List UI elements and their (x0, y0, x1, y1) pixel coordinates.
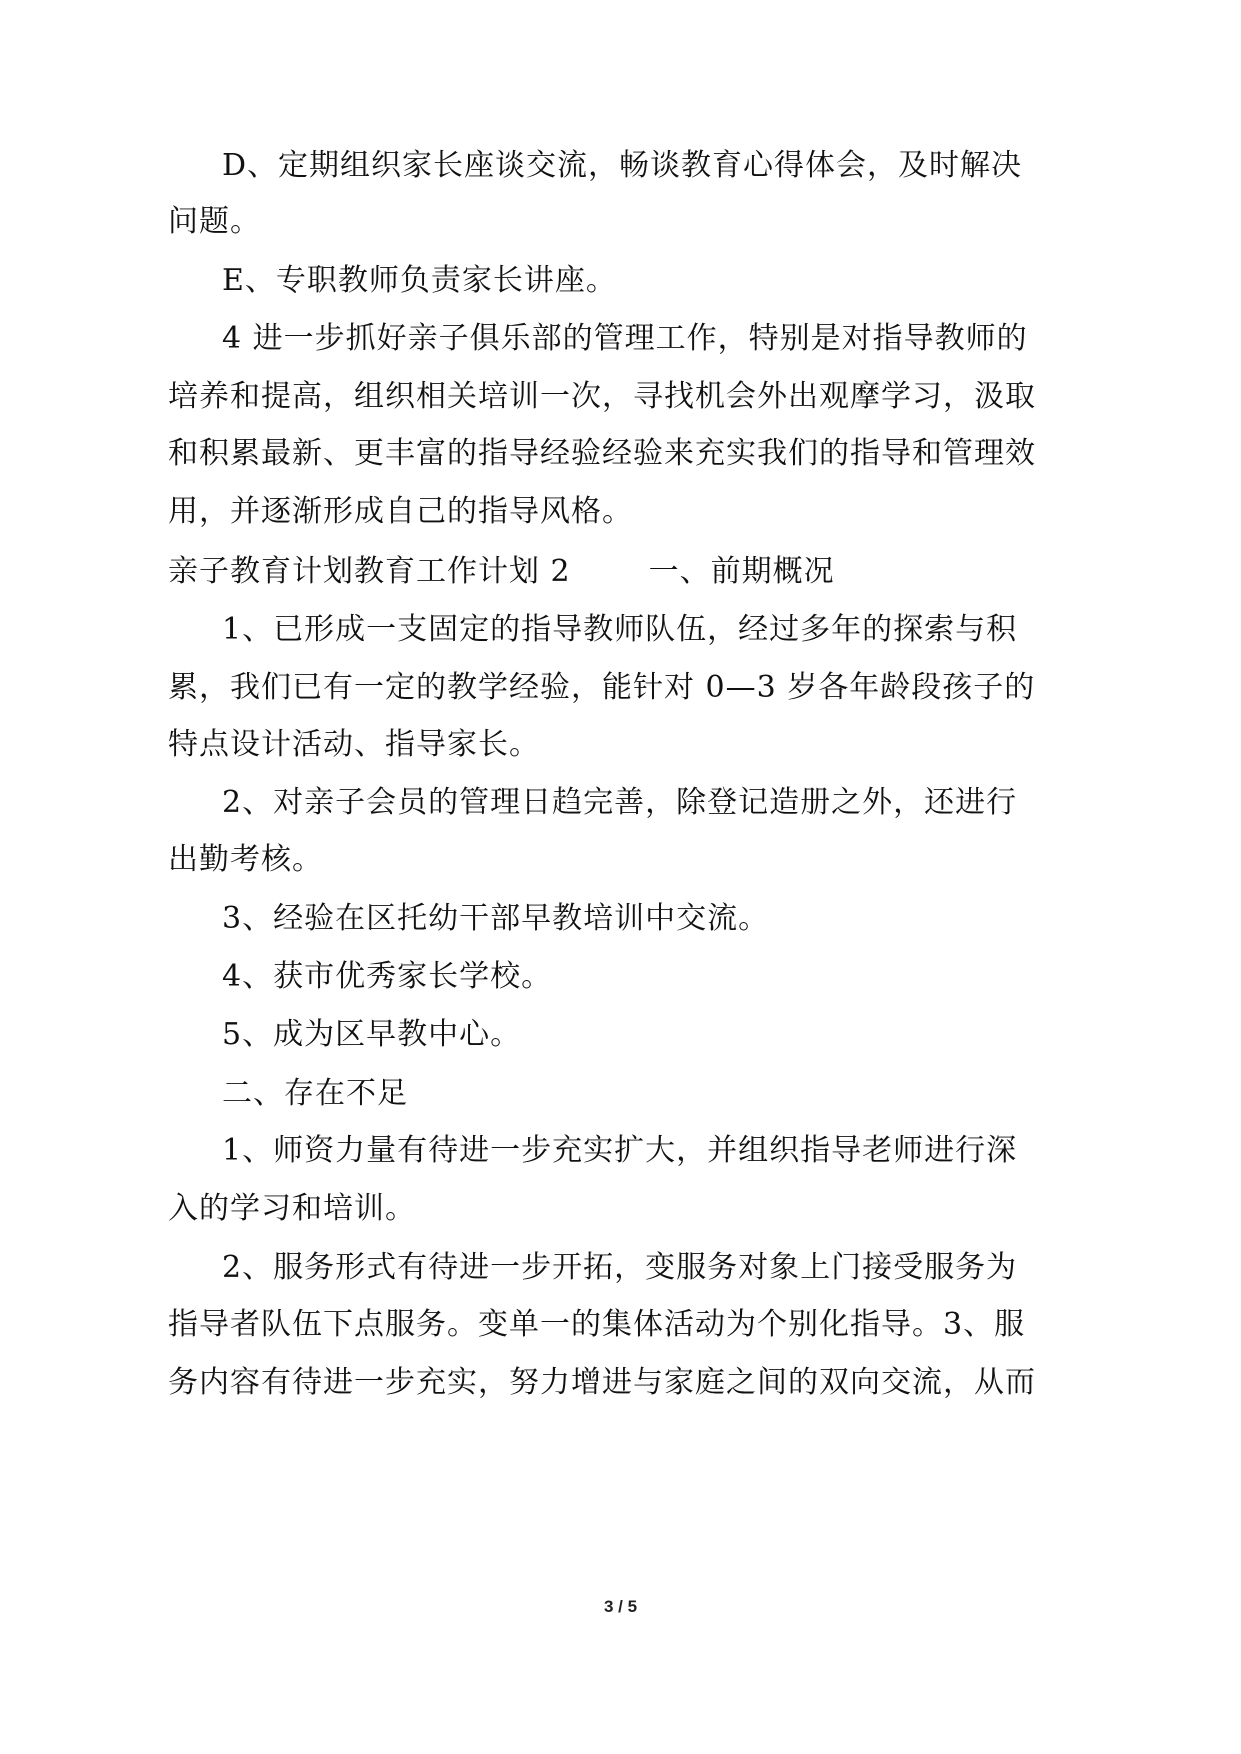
text-line: 2、对亲子会员的管理日趋完善，除登记造册之外，还进行 (222, 785, 1018, 820)
text-line: E、专职教师负责家长讲座。 (222, 263, 617, 298)
text-line: 特点设计活动、指导家长。 (168, 727, 540, 762)
text-line: 5、成为区早教中心。 (222, 1017, 522, 1052)
text-line: 和积累最新、更丰富的指导经验经验来充实我们的指导和管理效 (168, 436, 1036, 471)
page-number: 3 / 5 (603, 1597, 638, 1616)
text-line: D、定期组织家长座谈交流，畅谈教育心得体会，及时解决 (222, 148, 1023, 183)
text-line: 累，我们已有一定的教学经验，能针对 0—3 岁各年龄段孩子的 (168, 670, 1036, 705)
text-line: 入的学习和培训。 (168, 1191, 416, 1226)
text-line: 用，并逐渐形成自己的指导风格。 (168, 494, 633, 529)
section-heading: 二、存在不足 (222, 1076, 408, 1111)
text-line: 1、师资力量有待进一步充实扩大，并组织指导老师进行深 (222, 1133, 1018, 1168)
text-line: 3、经验在区托幼干部早教培训中交流。 (222, 901, 770, 936)
section-heading: 一、前期概况 (648, 554, 835, 589)
document-title: 亲子教育计划教育工作计划 2 (168, 554, 571, 589)
text-line: 问题。 (168, 204, 261, 239)
text-line: 培养和提高，组织相关培训一次，寻找机会外出观摩学习，汲取 (168, 379, 1036, 414)
text-line: 4、获市优秀家长学校。 (222, 959, 553, 994)
text-line: 务内容有待进一步充实，努力增进与家庭之间的双向交流，从而 (168, 1365, 1036, 1400)
section-heading-line (168, 552, 835, 592)
text-line: 出勤考核。 (168, 842, 323, 877)
text-line: 1、已形成一支固定的指导教师队伍，经过多年的探索与积 (222, 612, 1018, 647)
text-line: 2、服务形式有待进一步开拓，变服务对象上门接受服务为 (222, 1250, 1018, 1285)
text-line: 指导者队伍下点服务。变单一的集体活动为个别化指导。3、服 (168, 1307, 1026, 1342)
text-line: 4 进一步抓好亲子俱乐部的管理工作，特别是对指导教师的 (222, 321, 1028, 356)
